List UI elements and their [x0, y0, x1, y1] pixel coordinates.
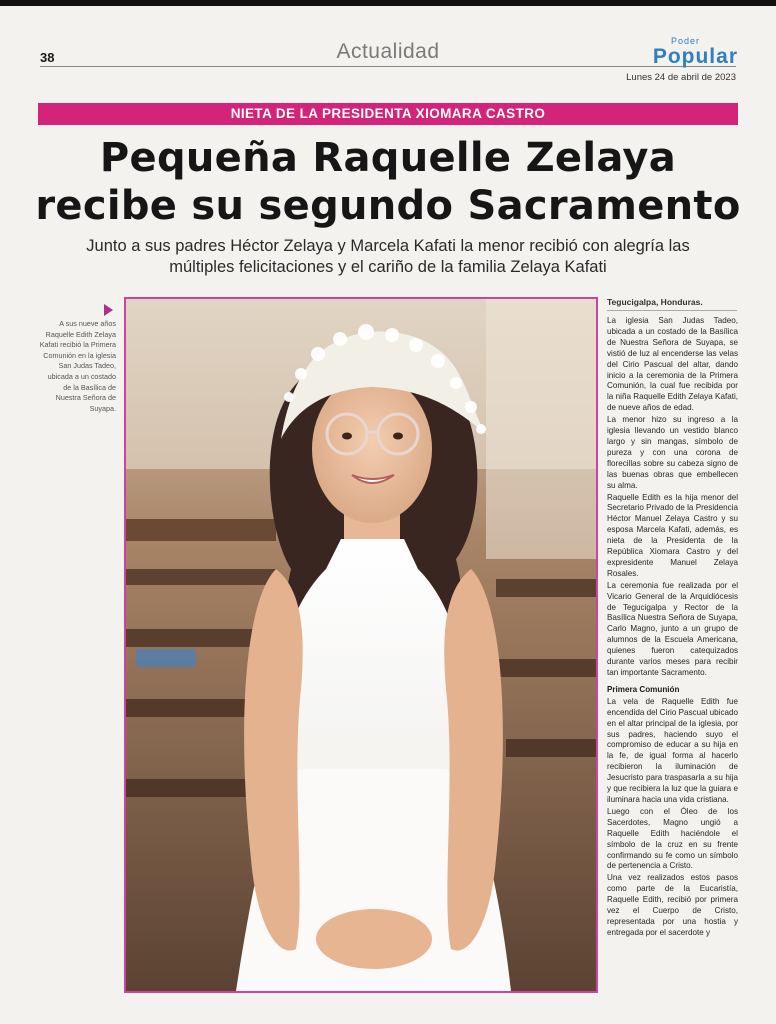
dateline: Tegucigalpa, Honduras. — [607, 297, 703, 307]
paragraph: Luego con el Óleo de los Sacerdotes, Magno ungió a Raquelle Edith haciéndole el símbolo de la cruz en su frente confirmando su fe como un símbolo de pertenencia a Cristo. — [607, 806, 738, 871]
issue-date: Lunes 24 de abril de 2023 — [626, 72, 736, 83]
deck-line-2: múltiples felicitaciones y el cariño de la familia Zelaya Kafati — [169, 258, 607, 276]
main-photo — [124, 297, 598, 993]
dateline-rule — [607, 310, 737, 311]
masthead-logo — [626, 36, 738, 83]
headline-line-1: Pequeña Raquelle Zelaya — [99, 135, 677, 181]
section-title: Actualidad — [336, 40, 440, 63]
paragraph: La iglesia San Judas Tadeo, ubicada a un costado de la Basílica de Nuestra Señora de Suyapa, se vistió de luz al encenderse las velas del Cirio Pascual del altar, dando inicio a la ceremonia de la Primera Comunión, la cual fue recibida por la niña Raquelle Edith Zelaya Kafati, de nueve años de edad. — [607, 316, 738, 413]
deck-line-1: Junto a sus padres Héctor Zelaya y Marcela Kafati la menor recibió con alegría las — [86, 237, 690, 255]
headline — [20, 134, 756, 230]
headline-line-2: recibe su segundo Sacramento — [35, 183, 741, 229]
paragraph: Raquelle Edith es la hija menor del Secretario Privado de la Presidencia Héctor Manuel Zelaya Castro y su esposa Marcela Kafati, además, es nieta de la Presidenta de la República Xiomara Castro y del expresidente Manuel Zelaya Rosales. — [607, 492, 738, 578]
kicker-bar: NIETA DE LA PRESIDENTA XIOMARA CASTRO — [38, 103, 738, 125]
paragraph: La vela de Raquelle Edith fue encendida del Cirio Pascual ubicado en el altar principal de la iglesia, por sus padres, haciendo suyo el compromiso de educar a su hija en la fe, de igual forma al hacerlo recibieron la iluminación de Jesucristo para traspasarla a su hija y que recibiera la luz que la guiara e iluminara hacia una vida cristiana. — [607, 696, 738, 804]
top-border — [0, 0, 776, 6]
masthead-top: Poder — [670, 36, 700, 46]
paragraph: La menor hizo su ingreso a la iglesia llevando un vestido blanco largo y sin mangas, símbolo de pureza y con una corona de florecillas sobre su cabeza signo de las buenas obras que embellecen su alma. — [607, 415, 738, 490]
paragraph: Una vez realizados estos pasos como parte de la Eucaristía, Raquelle Edith, recibió por primera vez el Cuerpo de Cristo, representada por una hostia y entregada por el sacerdote y — [607, 873, 738, 937]
page-number: 38 — [40, 50, 55, 65]
article-body — [607, 316, 738, 940]
paragraph: La ceremonia fue realizada por el Vicario General de la Arquidiócesis de Tegucigalpa y Rector de la Basílica Nuestra Señora de Suyapa, Carlo Magno, junto a un grupo de alumnos de la Escuela Americana, quienes fueron catequizados durante varios meses para recibir tan importante Sacramento. — [607, 580, 738, 677]
masthead-main: Popular — [652, 45, 738, 68]
subheading: Primera Comunión — [607, 684, 680, 694]
caption-arrow-icon — [104, 304, 113, 316]
photo-caption: A sus nueve años Raquelle Edith Zelaya Kafati recibió la Primera Comunión en la iglesia San Judas Tadeo, ubicada a un costado de la Basílica de Nuestra Señora de Suyapa. — [39, 319, 116, 413]
photo-illustration — [126, 299, 596, 991]
deck — [40, 236, 736, 278]
